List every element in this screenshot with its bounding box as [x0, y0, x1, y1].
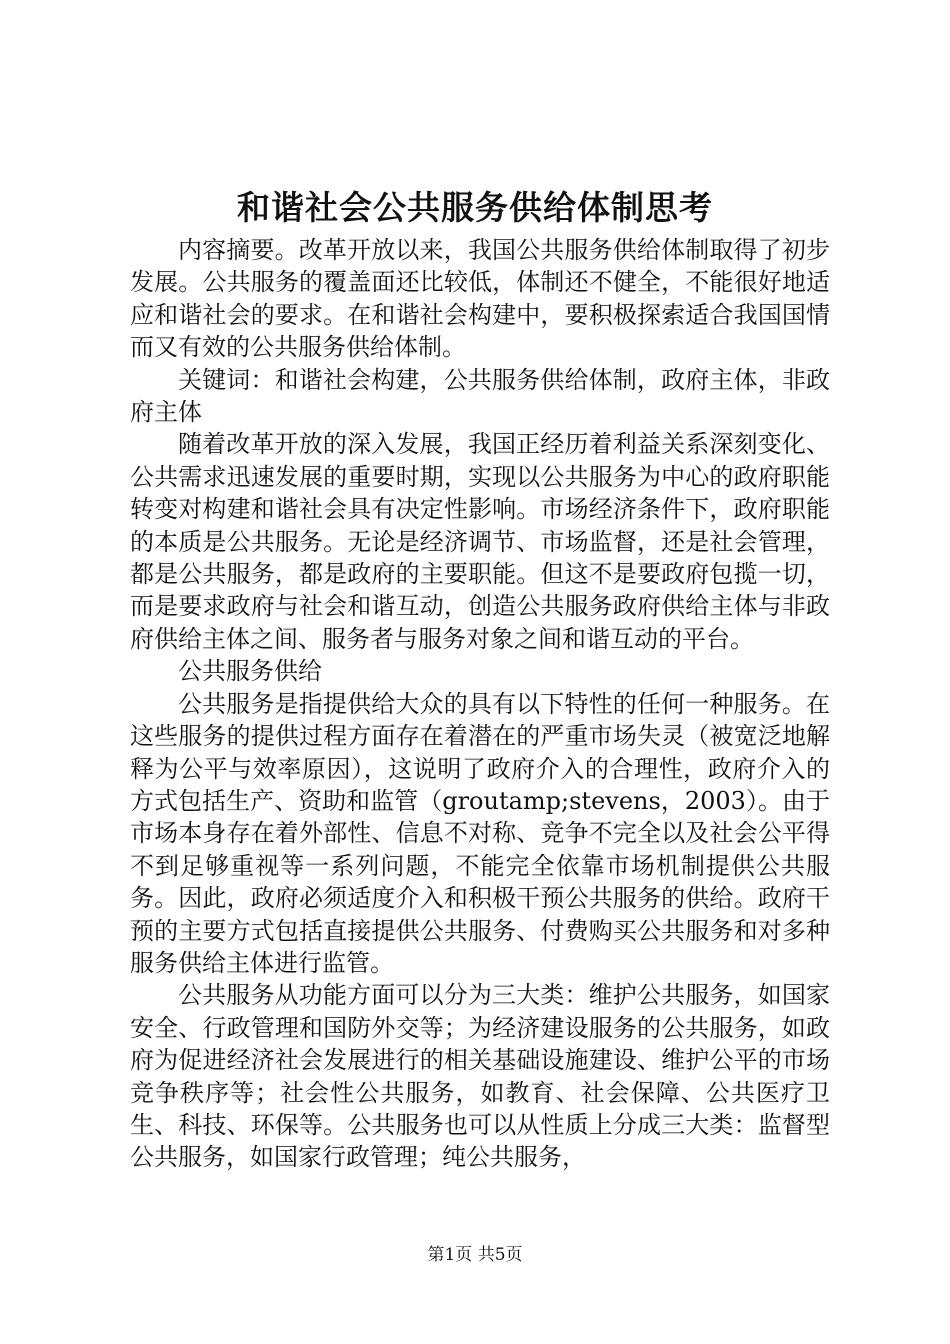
body-paragraph: 公共服务是指提供给大众的具有以下特性的任何一种服务。在这些服务的提供过程方面存在着潜在的严重市场失灵（被宽泛地解释为公平与效率原因），这说明了政府介入的合理性，政府介入的方式包括生产、资助和监管（groutamp;stevens，2003）。由于市场本身存在着外部性、信息不对称、竞争不完全以及社会公平得不到足够重视等一系列问题，不能完全依靠市场机制提供公共服务。因此，政府必须适度介入和积极干预公共服务的供给。政府干预的主要方式包括直接提供公共服务、付费购买公共服务和对多种服务供给主体进行监管。 — [130, 689, 830, 977]
document-body — [130, 234, 830, 1174]
body-paragraph: 随着改革开放的深入发展，我国正经历着利益关系深刻变化、公共需求迅速发展的重要时期，实现以公共服务为中心的政府职能转变对构建和谐社会具有决定性影响。市场经济条件下，政府职能的本质是公共服务。无论是经济调节、市场监督，还是社会管理，都是公共服务，都是政府的主要职能。但这不是要政府包揽一切，而是要求政府与社会和谐互动，创造公共服务政府供给主体与非政府供给主体之间、服务者与服务对象之间和谐互动的平台。 — [130, 430, 830, 653]
document-title: 和谐社会公共服务供给体制思考 — [237, 188, 713, 227]
page-footer: 第1页 共5页 — [427, 1245, 523, 1265]
keywords-paragraph: 关键词：和谐社会构建，公共服务供给体制，政府主体，非政府主体 — [130, 365, 830, 427]
body-paragraph: 公共服务从功能方面可以分为三大类：维护公共服务，如国家安全、行政管理和国防外交等；为经济建设服务的公共服务，如政府为促进经济社会发展进行的相关基础设施建设、维护公平的市场竞争秩序等；社会性公共服务，如教育、社会保障、公共医疗卫生、科技、环保等。公共服务也可以从性质上分成三大类：监督型公共服务，如国家行政管理；纯公共服务， — [130, 981, 830, 1172]
abstract-paragraph: 内容摘要。改革开放以来，我国公共服务供给体制取得了初步发展。公共服务的覆盖面还比较低，体制还不健全，不能很好地适应和谐社会的要求。在和谐社会构建中，要积极探索适合我国国情而又有效的公共服务供给体制。 — [130, 236, 830, 362]
section-heading: 公共服务供给 — [178, 657, 322, 686]
